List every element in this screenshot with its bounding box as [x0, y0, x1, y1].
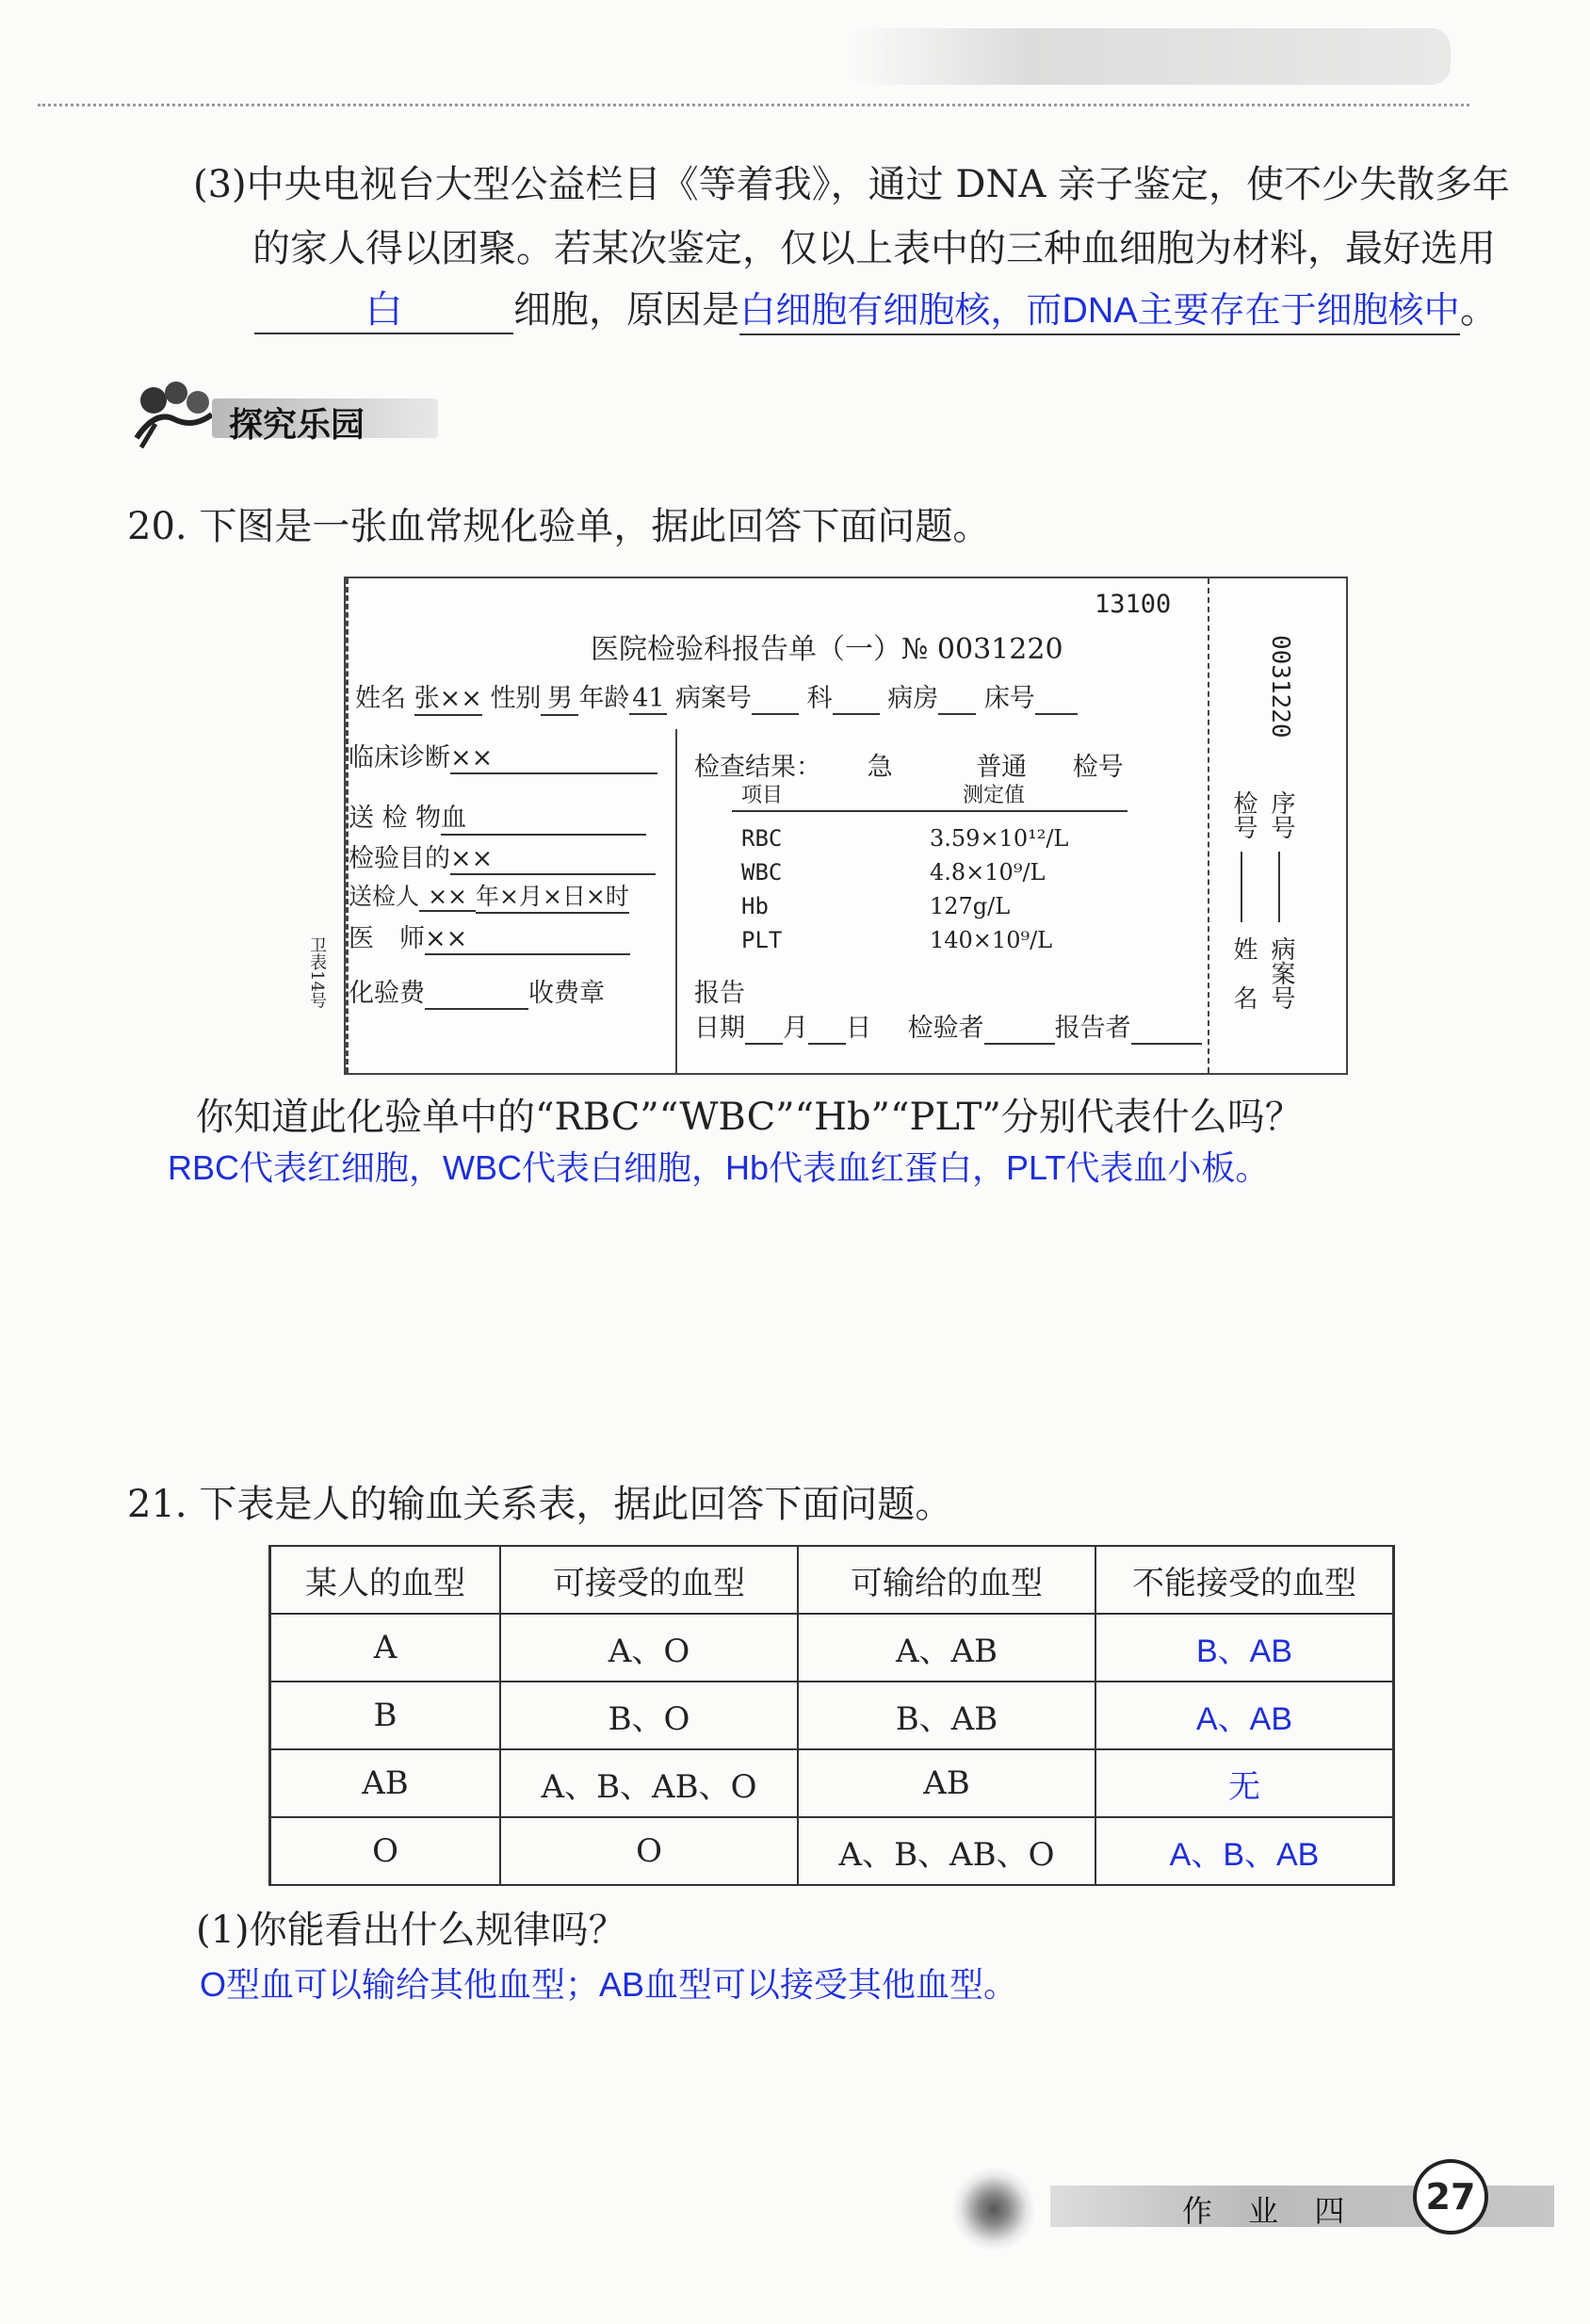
report-title: 医院检验科报告单（一）№ 0031220 — [591, 633, 1063, 666]
cell-give: B、AB — [798, 1682, 1095, 1749]
gender-label: 性别 — [490, 684, 542, 713]
report-number: 13100 — [1095, 590, 1172, 619]
sender-date: 年×月×日×时 — [476, 878, 629, 914]
dept-label: 科 — [806, 684, 833, 713]
result-value: 4.8×10⁹/L — [930, 859, 1046, 886]
cell-reject-answer: B、AB — [1095, 1614, 1394, 1682]
cell-type: B — [270, 1682, 501, 1749]
lab-report — [307, 577, 1348, 1075]
month-label: 月 — [783, 1014, 808, 1043]
stub-seq-line — [1278, 852, 1280, 922]
report-patient-line — [355, 677, 1078, 716]
doctor-row — [349, 918, 630, 955]
name-label: 姓名 — [355, 684, 406, 713]
cell-type: A — [270, 1614, 501, 1682]
table-header: 不能接受的血型 — [1095, 1546, 1394, 1614]
cell-give: A、AB — [798, 1614, 1095, 1682]
stub-check-line — [1241, 852, 1242, 922]
section-banner — [127, 372, 410, 447]
cell-reject-answer: A、B、AB — [1095, 1817, 1394, 1885]
cell-type: AB — [270, 1749, 501, 1817]
result-value: 3.59×10¹²/L — [930, 825, 1069, 852]
col-item: 项目 — [741, 784, 784, 807]
footer-label: 作 业 四 — [1182, 2193, 1358, 2229]
case-value — [752, 684, 799, 715]
diagnosis-label: 临床诊断 — [349, 743, 450, 772]
normal-label: 普通 — [976, 753, 1028, 782]
result-label: 检查结果： — [694, 753, 821, 782]
answer-reason: 白细胞有细胞核，而DNA主要存在于细胞核中 — [739, 290, 1460, 335]
report-divider — [675, 729, 677, 1073]
table-header: 可输给的血型 — [798, 1546, 1095, 1614]
diagnosis-row — [349, 737, 657, 774]
stub-seq: 序号 — [1267, 790, 1295, 839]
table-row — [270, 1614, 1394, 1682]
report-stub-divider — [1208, 578, 1209, 1073]
result-item: RBC — [741, 825, 783, 852]
result-item: Hb — [741, 893, 769, 919]
table-row — [270, 1749, 1394, 1817]
blood-table — [268, 1545, 1395, 1886]
result-header — [694, 746, 1124, 783]
specimen-value: 血 — [441, 797, 646, 836]
q19-3-line1: (3)中央电视台大型公益栏目《等着我》，通过 DNA 亲子鉴定，使不少失散多年 — [193, 163, 1511, 206]
date-label: 日期 — [694, 1014, 745, 1043]
table-row — [270, 1682, 1394, 1749]
cell-accept: O — [500, 1817, 798, 1885]
q21-answer1: O型血可以输给其他血型；AB血型可以接受其他血型。 — [200, 1965, 1018, 2004]
cell-reject-answer: 无 — [1095, 1749, 1394, 1817]
ward-value — [938, 684, 976, 715]
diagnosis-value: ×× — [450, 743, 657, 774]
specimen-row — [349, 797, 646, 836]
q19-3-mid: 细胞，原因是 — [513, 288, 739, 332]
doctor-value: ×× — [425, 924, 630, 955]
reporter-label: 报告者 — [1054, 1014, 1131, 1043]
bed-label: 床号 — [983, 684, 1035, 713]
table-row — [270, 1817, 1394, 1885]
month-value — [745, 1014, 783, 1045]
q21-sub1: (1)你能看出什么规律吗？ — [196, 1909, 626, 1952]
cell-give: AB — [798, 1749, 1095, 1817]
gender-value: 男 — [541, 677, 578, 716]
bed-value — [1035, 684, 1078, 715]
fee-label: 化验费 — [349, 979, 425, 1008]
fee-row — [349, 972, 605, 1010]
age-value: 41 — [629, 684, 667, 715]
sender-label: 送检人 — [349, 883, 420, 910]
cell-give: A、B、AB、O — [798, 1817, 1095, 1885]
table-header-row — [270, 1546, 1394, 1614]
purpose-label: 检验目的 — [349, 844, 450, 873]
q20-prompt: 20. 下图是一张血常规化验单，据此回答下面问题。 — [127, 505, 991, 548]
reporter-value — [1131, 1014, 1202, 1045]
urgent-label: 急 — [867, 753, 893, 782]
answer-cell-type: 白 — [254, 287, 513, 334]
purpose-value: ×× — [450, 844, 656, 875]
age-label: 年龄 — [578, 684, 630, 713]
result-value: 127g/L — [930, 893, 1011, 919]
inspector-value — [984, 1014, 1055, 1045]
doctor-label: 医 师 — [349, 924, 425, 953]
side-code: 卫表14号 — [307, 936, 327, 1009]
cell-accept: A、O — [500, 1614, 798, 1682]
report-date-row — [694, 1007, 1202, 1045]
purpose-row — [349, 837, 656, 875]
result-header-rule — [732, 810, 1128, 812]
table-header: 可接受的血型 — [500, 1546, 798, 1614]
cell-accept: B、O — [500, 1682, 798, 1749]
sender-value: ×× — [419, 883, 476, 912]
table-header: 某人的血型 — [270, 1546, 501, 1614]
footer-sun-icon — [951, 2167, 1036, 2251]
cell-accept: A、B、AB、O — [500, 1749, 798, 1817]
result-item: WBC — [741, 859, 783, 886]
day-label: 日 — [846, 1014, 871, 1043]
q21-prompt: 21. 下表是人的输血关系表，据此回答下面问题。 — [127, 1483, 953, 1526]
q20-answer: RBC代表红细胞，WBC代表白细胞，Hb代表血红蛋白，PLT代表血小板。 — [168, 1148, 1270, 1187]
header-divider — [38, 104, 1469, 106]
result-value: 140×10⁹/L — [930, 927, 1053, 953]
check-no-label: 检号 — [1072, 753, 1124, 782]
stub-number: 0031220 — [1266, 635, 1294, 739]
dept-value — [833, 684, 880, 715]
ward-label: 病房 — [887, 684, 939, 713]
cell-type: O — [270, 1817, 501, 1885]
report-label: 报告 — [694, 979, 745, 1008]
q19-3-line3 — [254, 287, 1498, 335]
q20-question: 你知道此化验单中的“RBC”“WBC”“Hb”“PLT”分别代表什么吗？ — [196, 1096, 1303, 1139]
result-item: PLT — [741, 927, 783, 953]
fee-stamp: 收费章 — [528, 979, 605, 1008]
cell-reject-answer: A、AB — [1095, 1682, 1394, 1749]
section-title: 探究乐园 — [229, 406, 365, 445]
stub-name: 姓 名 — [1229, 936, 1257, 1010]
day-value — [808, 1014, 846, 1045]
page-number: 27 — [1413, 2159, 1488, 2235]
sender-row — [349, 878, 629, 914]
header-decoration — [848, 28, 1451, 85]
q19-3-end: 。 — [1460, 288, 1498, 332]
inspector-label: 检验者 — [907, 1014, 984, 1043]
stub-case: 病案号 — [1267, 936, 1295, 1010]
specimen-label: 送 检 物 — [349, 804, 442, 833]
col-value: 测定值 — [963, 784, 1026, 807]
case-label: 病案号 — [675, 684, 753, 713]
stub-check: 检号 — [1229, 790, 1257, 839]
fee-value — [425, 979, 528, 1010]
section-banner-icon — [127, 372, 221, 452]
name-value: 张×× — [414, 677, 482, 716]
q19-3-line2: 的家人得以团聚。若某次鉴定，仅以上表中的三种血细胞为材料，最好选用 — [252, 227, 1496, 270]
